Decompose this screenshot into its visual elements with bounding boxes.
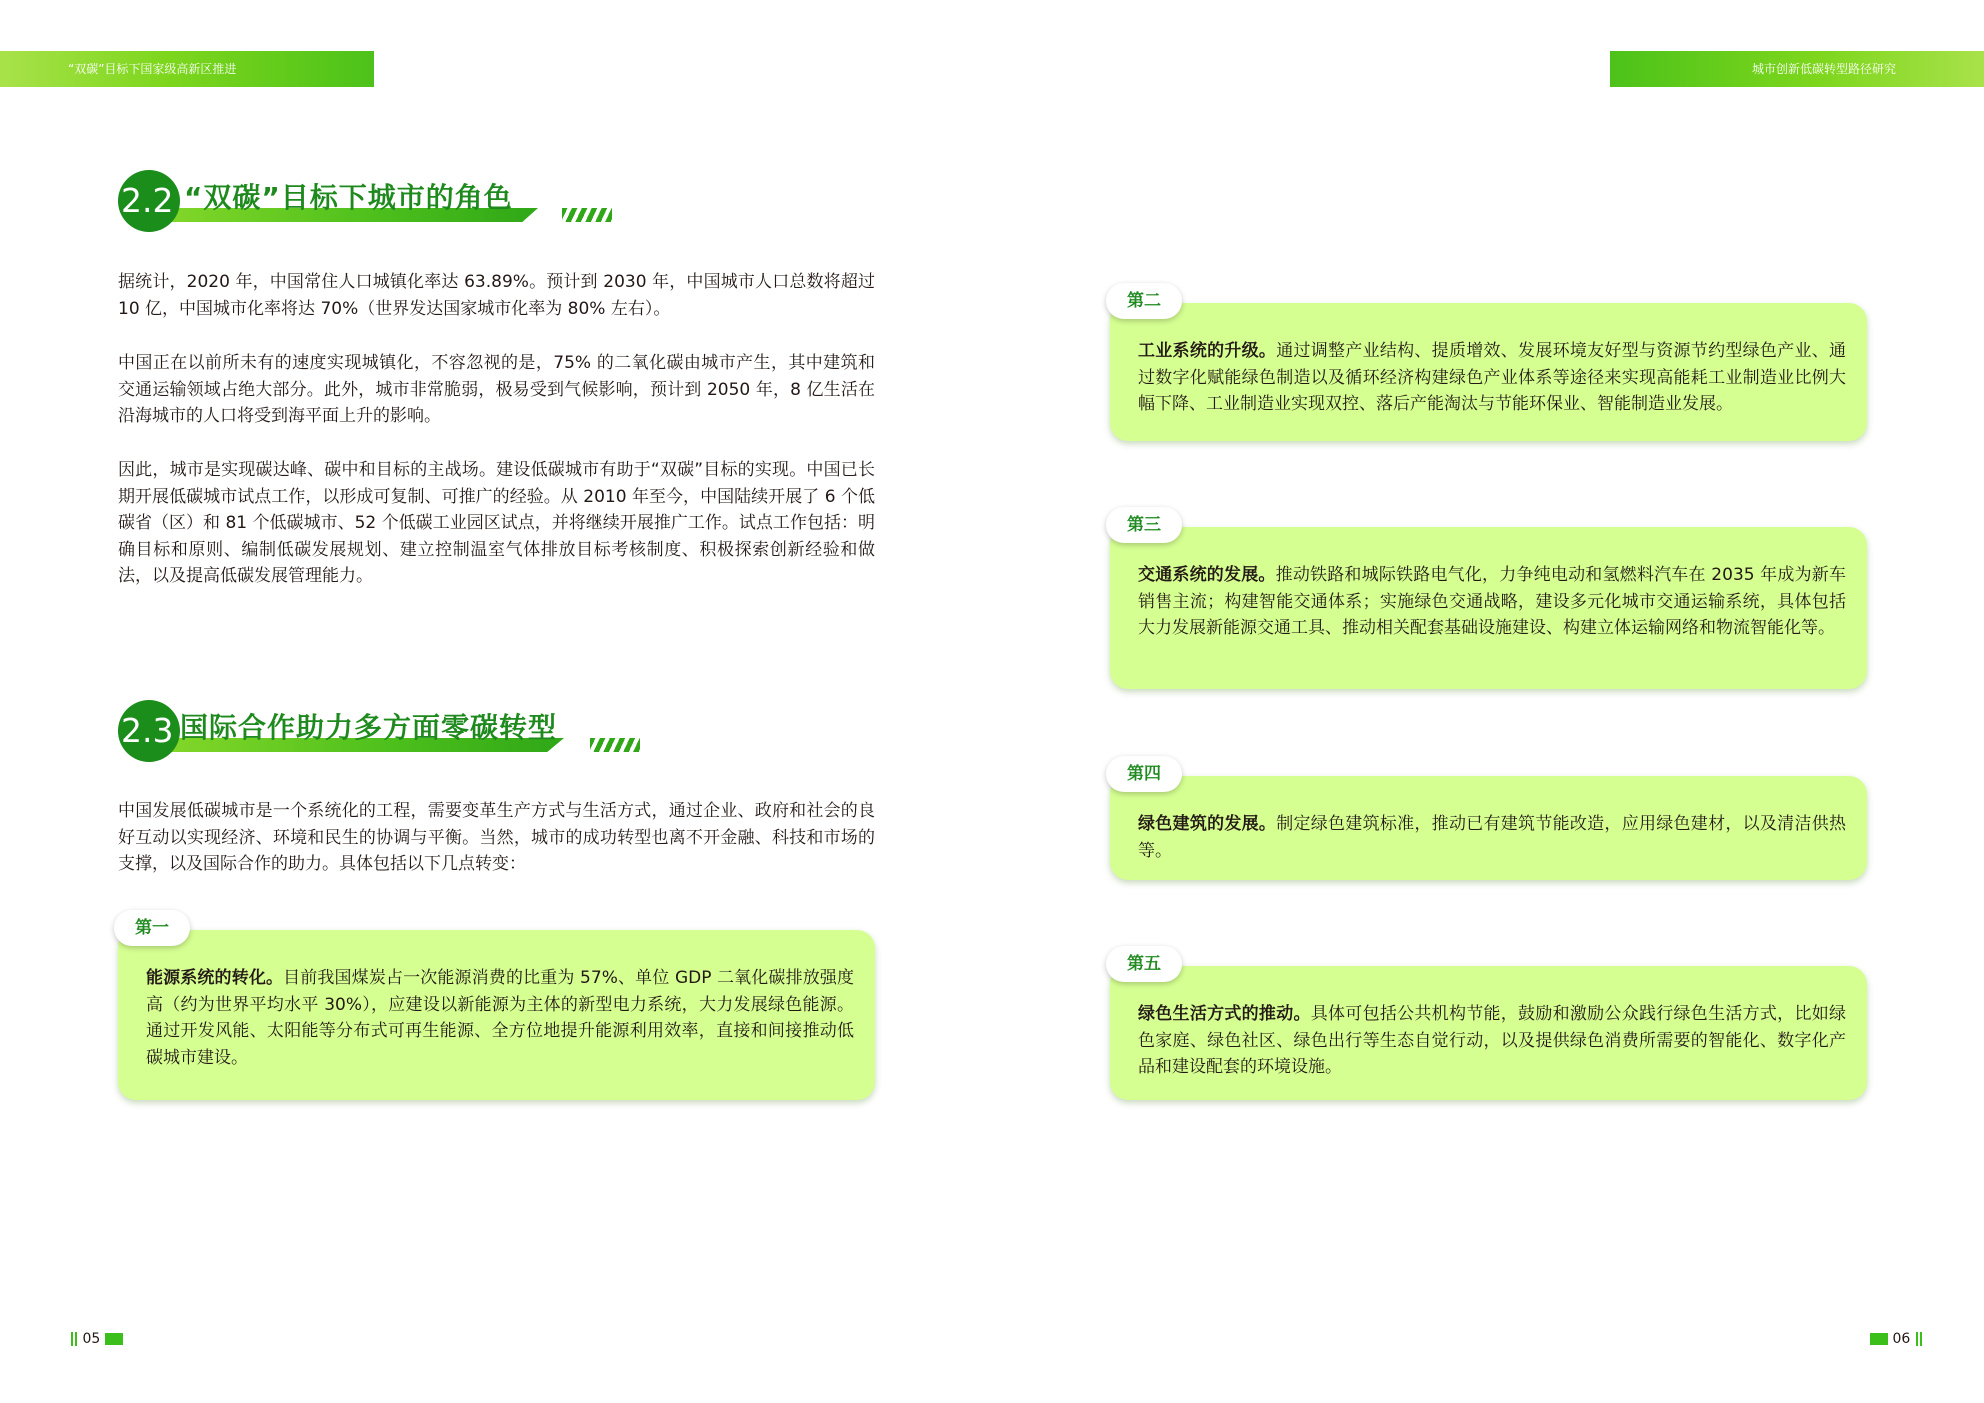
page-number-marker bbox=[1916, 1332, 1918, 1346]
card-heading: 交通系统的发展。 bbox=[1138, 565, 1276, 585]
paragraph-international-cooperation: 中国发展低碳城市是一个系统化的工程，需要变革生产方式与生活方式，通过企业、政府和社会的良好互动以实现经济、环境和民生的协调与平衡。当然，城市的成功转型也离不开金融、科技和市场的支撑，以及国际合作的助力。具体包括以下几点转变： bbox=[118, 801, 875, 874]
header-left-text: “双碳”目标下国家级高新区推进 bbox=[68, 62, 237, 76]
card-heading: 工业系统的升级。 bbox=[1138, 341, 1277, 361]
paragraph-low-carbon-pilots: 因此，城市是实现碳达峰、碳中和目标的主战场。建设低碳城市有助于“双碳”目标的实现。中国已长期开展低碳城市试点工作，以形成可复制、可推广的经验。从 2010 年至今，中国陆续开展了 6 个低碳省（区）和 81 个低碳城市、52 个低碳工业园区试点，并将继续开展推广工作。试点工作包括：明确目标和原则、编制低碳发展规划、建立控制温室气体排放目标考核制度、积极探索创新经验和做法，以及提高低碳发展管理能力。 bbox=[118, 460, 875, 586]
section-number-badge: 2.3 bbox=[118, 700, 180, 762]
paragraph-urbanization-stats: 据统计，2020 年，中国常住人口城镇化率达 63.89%。预计到 2030 年，中国城市人口总数将超过 10 亿，中国城市化率将达 70%（世界发达国家城市化率为 80% 左右）。 bbox=[118, 272, 875, 319]
card-label-pill: 第一 bbox=[114, 910, 190, 946]
card-label-pill: 第二 bbox=[1106, 283, 1182, 319]
page-number-marker bbox=[71, 1332, 73, 1346]
card-energy-system bbox=[118, 918, 875, 1100]
card-heading: 绿色建筑的发展。 bbox=[1138, 814, 1277, 834]
card-body: 具体可包括公共机构节能，鼓励和激励公众践行绿色生活方式，比如绿色家庭、绿色社区、绿色出行等生态自觉行动，以及提供绿色消费所需要的智能化、数字化产品和建设配套的环境设施。 bbox=[1138, 1004, 1846, 1077]
card-body: 推动铁路和城际铁路电气化，力争纯电动和氢燃料汽车在 2035 年成为新车销售主流；构建智能交通体系；实施绿色交通战略，建设多元化城市交通运输系统，具体包括大力发展新能源交通工具、推动相关配套基础设施建设、构建立体运输网络和物流智能化等。 bbox=[1138, 565, 1846, 638]
page-number-text: 06 bbox=[1892, 1331, 1911, 1347]
header-right-text: 城市创新低碳转型路径研究 bbox=[1752, 62, 1897, 76]
card-label-pill: 第三 bbox=[1106, 507, 1182, 543]
section-heading-2-2 bbox=[118, 170, 618, 240]
card-body: 通过调整产业结构、提质增效、发展环境友好型与资源节约型绿色产业、通过数字化赋能绿色制造以及循环经济构建绿色产业体系等途径来实现高能耗工业制造业比例大幅下降、工业制造业实现双控、落后产能淘汰与节能环保业、智能制造业发展。 bbox=[1138, 341, 1847, 414]
page-number-left bbox=[70, 1331, 123, 1347]
section-number-badge: 2.2 bbox=[118, 170, 180, 232]
card-heading: 能源系统的转化。 bbox=[146, 968, 284, 988]
section-stripes bbox=[562, 208, 612, 222]
section-title: “双碳”目标下城市的角色 bbox=[184, 181, 513, 214]
header-left-bar bbox=[0, 51, 374, 87]
card-label-pill: 第四 bbox=[1106, 756, 1182, 792]
card-industrial-system bbox=[1110, 291, 1867, 441]
card-heading: 绿色生活方式的推动。 bbox=[1138, 1004, 1311, 1024]
card-label-pill: 第五 bbox=[1106, 946, 1182, 982]
page-number-marker bbox=[75, 1332, 77, 1346]
section-title: 国际合作助力多方面零碳转型 bbox=[180, 711, 558, 744]
card-green-lifestyle bbox=[1110, 954, 1867, 1100]
card-body: 目前我国煤炭占一次能源消费的比重为 57%、单位 GDP 二氧化碳排放强度高（约为世界平均水平 30%），应建设以新能源为主体的新型电力系统，大力发展绿色能源。通过开发风能、太阳能等分布式可再生能源、全方位地提升能源利用效率，直接和间接推动低碳城市建设。 bbox=[146, 968, 854, 1068]
card-body: 制定绿色建筑标准，推动已有建筑节能改造，应用绿色建材，以及清洁供热等。 bbox=[1138, 814, 1847, 861]
page-number-block bbox=[1870, 1333, 1888, 1345]
header-right-bar bbox=[1610, 51, 1984, 87]
card-green-building bbox=[1110, 764, 1867, 880]
page-number-text: 05 bbox=[82, 1331, 101, 1347]
paragraph-urban-emissions: 中国正在以前所未有的速度实现城镇化，不容忽视的是，75% 的二氧化碳由城市产生，其中建筑和交通运输领域占绝大部分。此外，城市非常脆弱，极易受到气候影响，预计到 2050 年，8 亿生活在沿海城市的人口将受到海平面上升的影响。 bbox=[118, 353, 875, 426]
section-stripes bbox=[590, 738, 640, 752]
page-number-block bbox=[105, 1333, 123, 1345]
page-number-marker bbox=[1920, 1332, 1922, 1346]
page-number-right bbox=[1870, 1331, 1923, 1347]
card-transport-system bbox=[1110, 515, 1867, 689]
section-heading-2-3 bbox=[118, 700, 658, 770]
